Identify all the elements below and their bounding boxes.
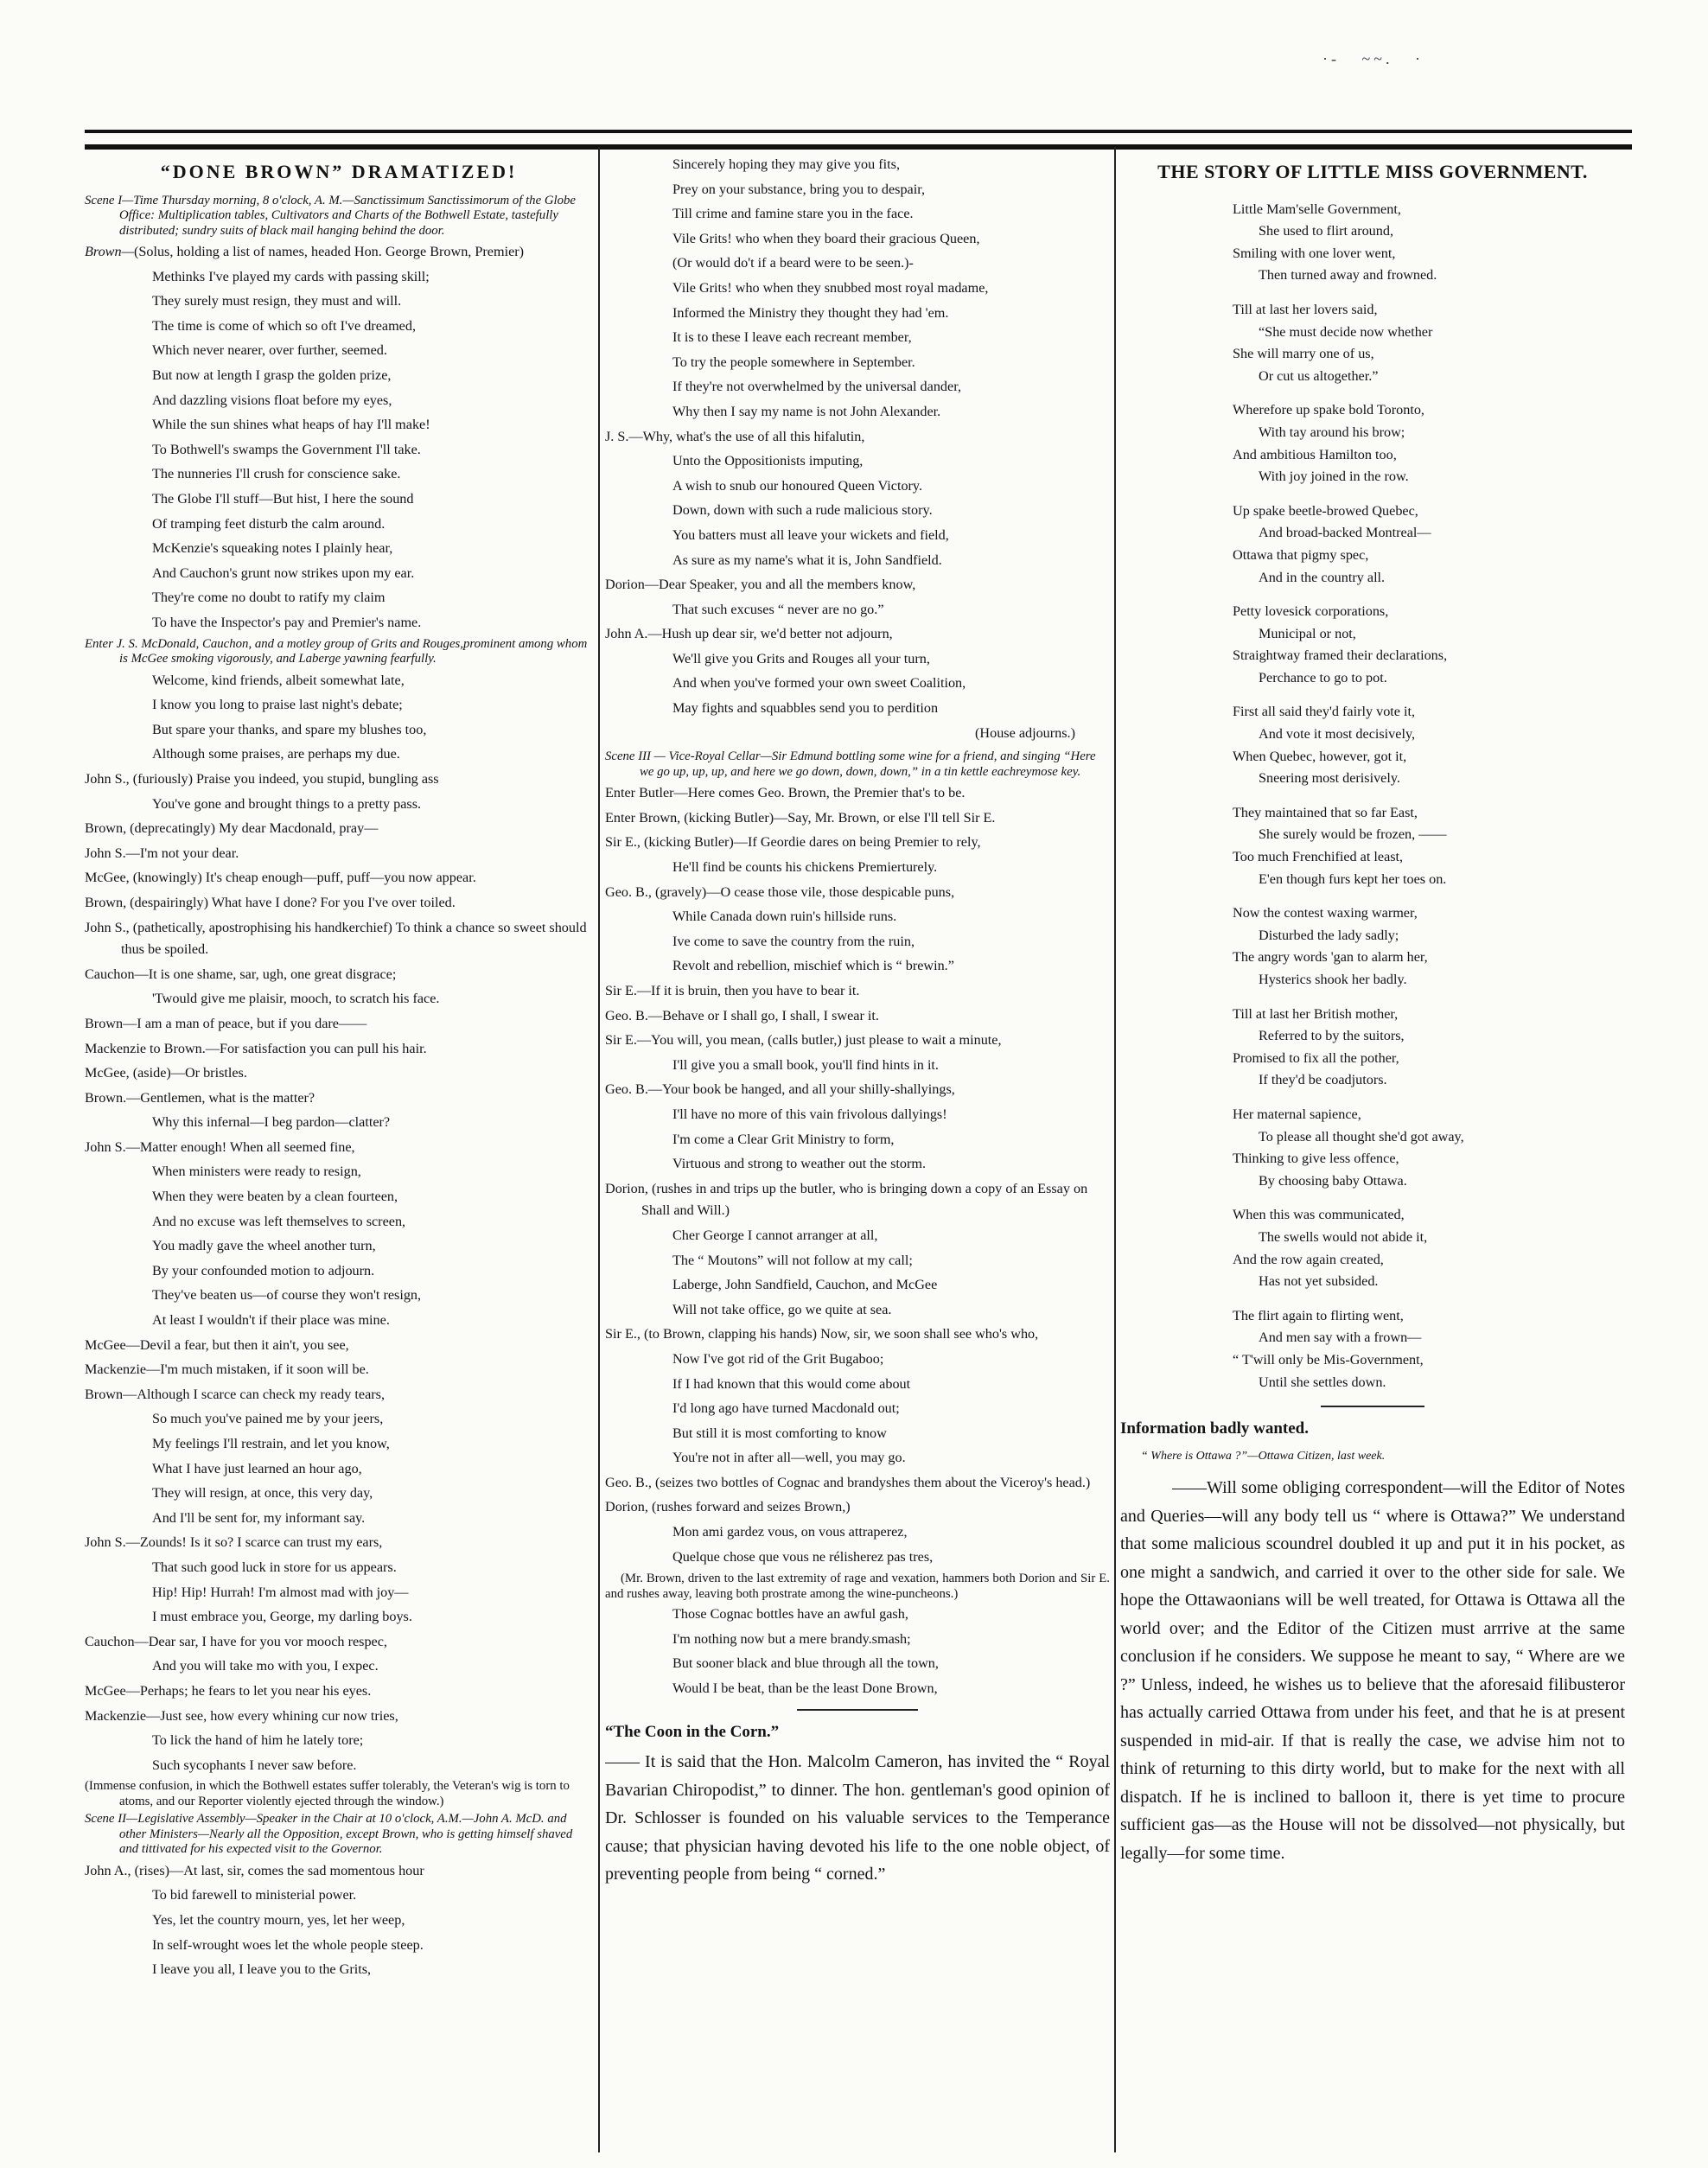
verse-line: Till crime and famine stare you in the face. [672,206,914,222]
verse-line: Sincerely hoping they may give you fits, [672,156,900,172]
poem-stanza [1120,1305,1625,1393]
verse-line: You batters must all leave your wickets and field, [672,526,949,543]
poem-line: Too much Frenchified at least, [1233,849,1404,865]
verse-line: But still it is most comforting to know [672,1425,887,1441]
poem-line: Till at last her British mother, [1233,1005,1399,1022]
stage-direction-enter: Enter J. S. McDonald, Cauchon, and a motley group of Grits and Rouges,prominent among whom is McGee smoking vigorously, and Laberge yawning fearfully. [85,636,588,666]
verse-line: When ministers were ready to resign, [152,1164,361,1180]
verse-dorion [605,1225,1110,1321]
column-3 [1120,154,1625,1870]
verse-line: And dazzling visions float before my eyes, [152,392,392,408]
speech-brown: Brown.—Gentlemen, what is the matter? [85,1089,315,1106]
verse-john-s [85,1557,593,1629]
verse-line: Prey on your substance, bring you to despair, [672,181,926,197]
verse-brown-monologue [85,266,593,634]
poem-stanza [1120,701,1625,789]
verse-line: Vile Grits! who when they board their gracious Queen, [672,230,980,246]
speech-mcgee: McGee—Perhaps; he fears to let you near his eyes. [85,1682,372,1699]
poem-line: Or cut us altogether.” [1259,367,1379,384]
verse-line: Welcome, kind friends, albeit somewhat late, [152,672,405,688]
verse-line: He'll find be counts his chickens Premierturely. [672,859,938,876]
verse-line: Why this infernal—I beg pardon—clatter? [152,1114,391,1131]
verse-line: The time is come of which so oft I've dreamed, [152,317,416,334]
verse-line: Why then I say my name is not John Alexander. [672,403,941,419]
verse-line: If I had known that this would come about [672,1375,911,1392]
speech-mackenzie: Mackenzie to Brown.—For satisfaction you can pull his hair. [85,1040,427,1056]
poem-line: Municipal or not, [1259,625,1356,641]
poem-line: And ambitious Hamilton too, [1233,446,1397,462]
poem-stanza [1120,1104,1625,1192]
top-double-rule [85,130,1632,150]
verse-line: I know you long to praise last night's debate; [152,697,403,713]
verse-line: I leave you all, I leave you to the Grits, [152,1961,372,1978]
verse-line: McKenzie's squeaking notes I plainly hear, [152,540,393,557]
poem-stanza [1120,601,1625,689]
speech-brown-intro [85,241,593,264]
verse-line: 'Twould give me plaisir, mooch, to scratch his face. [152,991,440,1007]
poem-line: The angry words 'gan to alarm her, [1233,949,1428,966]
column-rule-1 [598,147,600,2152]
verse-line: That such good luck in store for us appears. [152,1559,397,1575]
verse-line: And when you've formed your own sweet Coalition, [672,675,966,692]
verse-line: A wish to snub our honoured Queen Victory. [672,477,923,494]
speech-brown: Enter Brown, (kicking Butler)—Say, Mr. Brown, or else I'll tell Sir E. [605,809,996,826]
verse-line: Revolt and rebellion, mischief which is “ brewin.” [672,958,954,974]
poem-line: E'en though furs kept her toes on. [1259,870,1447,887]
verse-line: Hip! Hip! Hurrah! I'm almost mad with joy— [152,1584,409,1600]
verse-line: Laberge, John Sandfield, Cauchon, and McGee [672,1277,938,1293]
poem-line: Ottawa that pigmy spec, [1233,546,1369,563]
speech-cauchon: Cauchon—Dear sar, I have for you vor mooch respec, [85,1633,387,1649]
verse-line: Mon ami gardez vous, on vous attraperez, [672,1524,908,1540]
coon-article-title: “The Coon in the Corn.” [605,1722,780,1741]
verse-line: That such excuses “ never are no go.” [672,601,884,617]
poem-stanza [1120,1204,1625,1292]
verse-line: So much you've pained me by your jeers, [152,1411,384,1427]
speech-mackenzie: Mackenzie—I'm much mistaken, if it soon will be. [85,1361,369,1378]
verse-dorion [605,1521,1110,1568]
column-rule-2 [1114,147,1116,2152]
poem-stanza [1120,1004,1625,1092]
poem-line: And the row again created, [1233,1251,1384,1267]
speech-brown: Brown, (deprecatingly) My dear Macdonald, pray— [85,820,379,837]
verse-john-s [85,1161,593,1331]
verse-line: Those Cognac bottles have an awful gash, [672,1606,908,1623]
poem-stanza [1120,501,1625,589]
verse-line: Yes, let the country mourn, yes, let her weep, [152,1912,405,1928]
verse-line: I'll have no more of this vain frivolous dallyings! [672,1106,947,1122]
verse-line: What I have just learned an hour ago, [152,1460,362,1476]
verse-line: You're not in after all—well, you may go. [672,1450,906,1466]
verse-line: At least I wouldn't if their place was mine. [152,1312,390,1329]
speech-sir-e: Sir E.—If it is bruin, then you have to bear it. [605,983,860,998]
poem-stanza [1120,199,1625,287]
stage-direction-scene2: Scene II—Legislative Assembly—Speaker in the Chair at 10 o'clock, A.M.—John A. McD. and other Ministers—Nearly all the Opposition, except Brown, who is getting himself shaved and tittivated for his expected visit to the Governor. [85,1812,573,1857]
verse-line: The Globe I'll stuff—But hist, I here the sound [152,491,414,507]
speech-sir-e: Sir E.—You will, you mean, (calls butler,) just please to wait a minute, [605,1032,1002,1049]
poem-line: Sneering most derisively. [1259,770,1400,787]
verse-line: My feelings I'll restrain, and let you know, [152,1436,390,1451]
info-article-epigraph: “ Where is Ottawa ?”—Ottawa Citizen, last week. [1141,1449,1386,1463]
info-article-body: ——Will some obliging correspondent—will the Editor of Notes and Queries—will any body tell us “ where is Ottawa?” We understand that some malicious scoundrel doubled it up and put it in his pocket, as one might a sandwich, and carried it over to the other side for sale. We hope the Ottawaonians will be well treated, for Ottawa is Ottawa all the world over; and the Editor of the Citizen must arrrive at the same conclusion if he considers. We suppose he meant to say, “ Where are we ?” Unless, indeed, he wishes us to believe that the aforesaid filibusteror has actually carried Ottawa from under his feet, and that he is at present suspended in mid-air. If that is really the case, we advise him not to think of returning to this dirty world, but to make for the next with all dispatch. If he is inclined to balloon it, there is yet time to procure sufficient gas—as the House will not be dissolved—not physically, but legally—for some time. [1120,1478,1625,1863]
verse-line: And no excuse was left themselves to screen, [152,1213,406,1229]
verse-line: I'd long ago have turned Macdonald out; [672,1400,900,1417]
verse-line: I'm come a Clear Grit Ministry to form, [672,1131,895,1147]
poem-line: Up spake beetle-browed Quebec, [1233,502,1418,519]
poem-line: Thinking to give less offence, [1233,1151,1399,1167]
stage-direction-brown-exit: (Mr. Brown, driven to the last extremity of rage and vexation, hammers both Dorion and Sir E. and rushes away, leaving both prostrate among the wine-puncheons.) [605,1572,1110,1602]
verse-line: Now I've got rid of the Grit Bugaboo; [672,1350,884,1367]
verse-line: When they were beaten by a clean fourteen, [152,1189,398,1205]
speech-cauchon: Cauchon—It is one shame, sar, ugh, one great disgrace; [85,966,397,982]
speech-mackenzie: Mackenzie—Just see, how every whining cur now tries, [85,1707,398,1724]
verse-line: And Cauchon's grunt now strikes upon my ear. [152,564,415,581]
verse-line: To Bothwell's swamps the Government I'll take. [152,441,421,457]
speech-mcgee: McGee, (aside)—Or bristles. [85,1065,247,1081]
stage-direction-scene3: Scene III — Vice-Royal Cellar—Sir Edmund bottling some wine for a friend, and singing “Here we go up, up, up, and here we go down, down, down,” in a tin kettle eachreymose key. [605,749,1096,779]
poem-line: Petty lovesick corporations, [1233,603,1389,620]
verse-welcome [85,670,593,766]
verse-line: You madly gave the wheel another turn, [152,1238,376,1254]
speech-john-s: J. S.—Why, what's the use of all this hifalutin, [605,428,865,444]
poem-line: If they'd be coadjutors. [1259,1072,1387,1088]
speech-dorion: Dorion—Dear Speaker, you and all the members know, [605,577,916,593]
verse-line: They will resign, at once, this very day, [152,1485,373,1502]
verse-final [605,1604,1110,1699]
verse-line: But sooner black and blue through all the town, [672,1655,939,1672]
verse-line: If they're not overwhelmed by the universal dander, [672,379,961,395]
poem-line: Referred to by the suitors, [1259,1028,1405,1044]
verse-john-a [85,1884,593,1980]
verse-john-a-continued [605,154,1110,424]
verse-line: Will not take office, go we quite at sea. [672,1301,892,1317]
poem-line: She surely would be frozen, —— [1259,826,1447,843]
poem-line: They maintained that so far East, [1233,804,1418,820]
verse-line: To try the people somewhere in September. [672,354,915,370]
verse-line: By your confounded motion to adjourn. [152,1262,375,1278]
poem-line: Promised to fix all the pother, [1233,1049,1399,1066]
poem-line: And in the country all. [1259,569,1386,585]
speech-john-s: John S., (furiously) Praise you indeed, you stupid, bungling ass [85,770,439,787]
verse-line: They surely must resign, they must and will. [152,293,402,309]
verse-mackenzie [85,1730,593,1776]
section-divider [1321,1406,1424,1407]
verse-geo-b [605,906,1110,978]
poem-line: When this was communicated, [1233,1207,1405,1223]
verse-line: The nunneries I'll crush for conscience sake. [152,466,401,482]
speech-john-s: John S.—Matter enough! When all seemed fine, [85,1138,355,1155]
speech-john-a: John A.—Hush up dear sir, we'd better not adjourn, [605,626,893,642]
poem-line: The flirt again to flirting went, [1233,1307,1404,1323]
poem-line: To please all thought she'd got away, [1259,1128,1464,1145]
poem-line: Then turned away and frowned. [1259,267,1437,284]
speech-geo-b: Geo. B., (seizes two bottles of Cognac and brandyshes them about the Viceroy's head.) [605,1474,1091,1490]
speech-geo-b: Geo. B.—Your book be hanged, and all your shilly-shallyings, [605,1081,955,1098]
verse-line: And you will take mo with you, I expec. [152,1658,379,1674]
verse-brown [85,1408,593,1529]
verse-line: To bid farewell to ministerial power. [152,1887,357,1903]
verse-line: Informed the Ministry they thought they had 'em. [672,304,949,321]
info-article-title: Information badly wanted. [1120,1419,1309,1438]
speaker-name: Brown— [85,244,134,260]
poem-line: By choosing baby Ottawa. [1259,1172,1407,1189]
verse-john-s [605,450,1110,571]
poem-line: Disturbed the lady sadly; [1259,927,1399,943]
poem-line: With tay around his brow; [1259,424,1405,440]
poem-line: “She must decide now whether [1259,323,1433,340]
verse-line: Cher George I cannot arranger at all, [672,1227,878,1243]
verse-line: (Or would do't if a beard were to be seen.)- [672,255,914,271]
speech-butler: Enter Butler—Here comes Geo. Brown, the Premier that's to be. [605,785,966,801]
verse-line: Unto the Oppositionists imputing, [672,453,864,469]
poem-line: The swells would not abide it, [1259,1228,1428,1245]
verse-line: It is to these I leave each recreant member, [672,329,912,346]
stage-direction-house: (House adjourns.) [975,724,1075,741]
verse-line: I'm nothing now but a mere brandy.smash; [672,1630,911,1647]
verse-geo-b [605,1104,1110,1176]
verse-line: To lick the hand of him he lately tore; [152,1732,364,1749]
verse-line: Methinks I've played my cards with passing skill; [152,268,430,284]
poem-line: Her maternal sapience, [1233,1106,1361,1122]
poem-line: And vote it most decisively, [1259,726,1416,743]
verse-line: Down, down with such a rude malicious story. [672,502,933,519]
poem-line: Smiling with one lover went, [1233,245,1396,261]
verse-line: They've beaten us—of course they won't resign, [152,1287,422,1304]
verse-line: The “ Moutons” will not follow at my call; [672,1252,913,1268]
verse-line: As sure as my name's what it is, John Sandfield. [672,552,942,568]
poem-line: With joy joined in the row. [1259,469,1409,485]
speech-geo-b: Geo. B., (gravely)—O cease those vile, those despicable puns, [605,883,955,900]
speech-sir-e: Sir E., (to Brown, clapping his hands) Now, sir, we soon shall see who's who, [605,1326,1039,1342]
verse-line: But spare your thanks, and spare my blushes too, [152,721,427,737]
poem-line: Now the contest waxing warmer, [1233,905,1418,921]
verse-line: While the sun shines what heaps of hay I'll make! [152,417,430,433]
speech-john-a: John A., (rises)—At last, sir, comes the sad momentous hour [85,1862,424,1878]
verse-line: I'll give you a small book, you'll find hints in it. [672,1056,939,1073]
stage-direction: (Solus, holding a list of names, headed Hon. George Brown, Premier) [133,244,525,260]
verse-line: Such sycophants I never saw before. [152,1757,357,1773]
poem-line: When Quebec, however, got it, [1233,748,1407,764]
poem-title: THE STORY OF LITTLE MISS GOVERNMENT. [1157,161,1588,182]
section-divider [797,1709,918,1711]
verse-line: Of tramping feet disturb the calm around. [152,515,386,532]
verse-john-a [605,648,1110,720]
poem-line: Little Mam'selle Government, [1233,201,1401,217]
poem-line: First all said they'd fairly vote it, [1233,704,1416,720]
poem-line: And men say with a frown— [1259,1329,1422,1346]
poem-line: And broad-backed Montreal— [1259,525,1431,541]
verse-line: They're come no doubt to ratify my claim [152,590,386,606]
poem-line: Wherefore up spake bold Toronto, [1233,402,1424,418]
verse-line: While Canada down ruin's hillside runs. [672,909,897,925]
speech-mcgee: McGee—Devil a fear, but then it ain't, you see, [85,1336,349,1353]
poem-line: Till at last her lovers said, [1233,301,1378,317]
speech-brown: Brown, (despairingly) What have I done? For you I've over toiled. [85,894,456,910]
article-title: “DONE BROWN” DRAMATIZED! [160,161,518,182]
verse-line: You've gone and brought things to a pretty pass. [152,795,422,812]
poem-line: She will marry one of us, [1233,346,1374,362]
speech-john-s: John S.—I'm not your dear. [85,845,239,861]
poem-line: Straightway framed their declarations, [1233,647,1448,664]
poem-line: She used to flirt around, [1259,223,1394,239]
verse-line: To have the Inspector's pay and Premier's name. [152,615,422,630]
poem-stanza [1120,902,1625,991]
verse-line: Quelque chose que vous ne rélisherez pas tres, [672,1548,934,1565]
verse-line: I must embrace you, George, my darling boys. [152,1609,412,1625]
speech-brown: Brown—Although I scarce can check my ready tears, [85,1386,385,1402]
stage-direction-scene1: Scene I—Time Thursday morning, 8 o'clock, A. M.—Sanctissimum Sanctissimorum of the Globe Office: Multiplication tables, Cultivators and Charts of the Bothwell Estate, tastefully distributed; sundry suits of black mail hanging behind the door. [85,193,577,238]
speech-dorion: Dorion, (rushes forward and seizes Brown,) [605,1499,851,1515]
speech-mcgee: McGee, (knowingly) It's cheap enough—puff, puff—you now appear. [85,870,476,886]
poem-line: Until she settles down. [1259,1374,1386,1390]
speech-brown: Brown—I am a man of peace, but if you dare—— [85,1015,367,1031]
verse-line: Ive come to save the country from the ruin, [672,933,915,949]
verse-line: But now at length I grasp the golden prize, [152,367,392,384]
poem-stanza [1120,802,1625,890]
verse-sir-e [605,1349,1110,1470]
poem-stanza [1120,399,1625,488]
speech-geo-b: Geo. B.—Behave or I shall go, I shall, I swear it. [605,1007,879,1023]
speech-dorion: Dorion, (rushes in and trips up the butler, who is bringing down a copy of an Essay on Shall and Will.) [605,1180,1088,1219]
verse-line: Would I be beat, than be the least Done Brown, [672,1680,938,1697]
coon-article-body: —— It is said that the Hon. Malcolm Cameron, has invited the “ Royal Bavarian Chiropodist,” to dinner. The hon. gentleman's good opinion of Dr. Schlosser is founded on his valuable services to the Temperance cause; that physician having devoted his life to the one noble object, of preventing people from being “ corned.” [605,1752,1110,1884]
poem-line: Hysterics shook her badly. [1259,972,1407,987]
poem-stanzas [1120,199,1625,1394]
verse-line: Which never nearer, over further, seemed. [152,342,387,359]
verse-line: In self-wrought woes let the whole people steep. [152,1936,424,1953]
print-specks: ·- ~~. · [1322,50,1424,67]
speech-sir-e: Sir E., (kicking Butler)—If Geordie dares on being Premier to rely, [605,834,981,851]
speech-john-s: John S., (pathetically, apostrophising his handkerchief) To think a chance so sweet should thus be spoiled. [85,919,587,958]
speech-john-s: John S.—Zounds! Is it so? I scarce can trust my ears, [85,1534,383,1551]
column-1 [85,154,593,1984]
stage-direction-confusion: (Immense confusion, in which the Bothwell estates suffer tolerably, the Veteran's wig is torn to atoms, and our Reporter violently ejected through the window.) [85,1779,570,1808]
verse-line: May fights and squabbles send you to perdition [672,700,939,717]
verse-line: Although some praises, are perhaps my due. [152,746,400,762]
verse-line: And I'll be sent for, my informant say. [152,1509,366,1526]
poem-line: Perchance to go to pot. [1259,669,1387,685]
verse-line: We'll give you Grits and Rouges all your turn, [672,650,930,666]
poem-line: Has not yet subsided. [1259,1273,1379,1290]
poem-line: “ T'will only be Mis-Government, [1233,1351,1424,1368]
verse-line: Virtuous and strong to weather out the storm. [672,1156,927,1172]
poem-stanza [1120,299,1625,387]
verse-line: Vile Grits! who when they snubbed most royal madame, [672,279,989,296]
column-2 [605,154,1110,1891]
